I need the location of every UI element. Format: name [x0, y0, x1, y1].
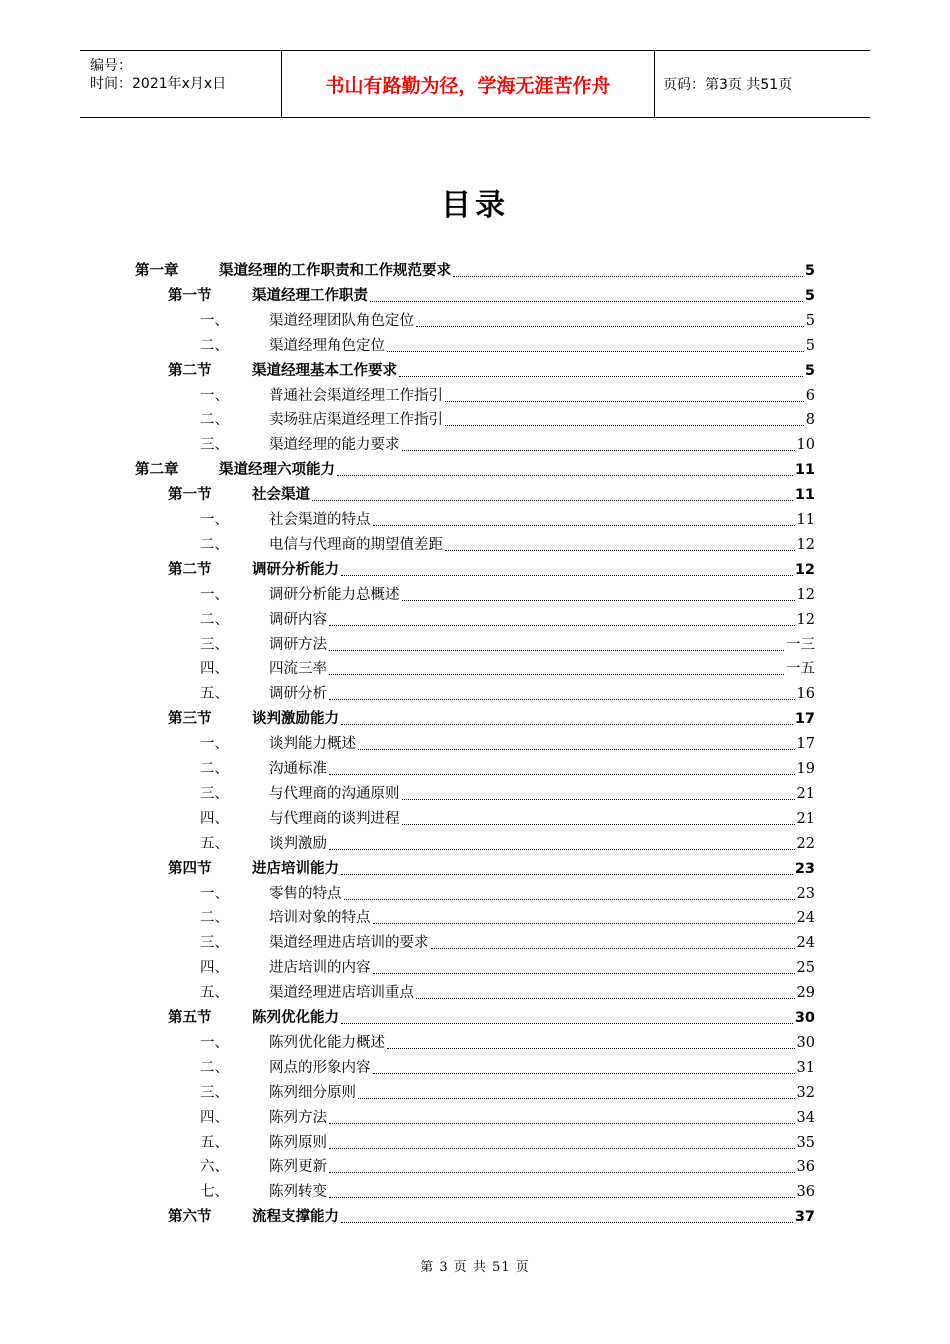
toc-entry-page: 16 — [796, 686, 815, 703]
toc-leader-dots — [402, 450, 795, 451]
toc-entry-label: 流程支撑能力 — [252, 1209, 339, 1226]
toc-entry[interactable] — [168, 707, 815, 731]
toc-entry-label: 谈判激励 — [269, 835, 327, 852]
toc-entry[interactable] — [200, 309, 815, 333]
toc-entry-page: 32 — [796, 1084, 815, 1101]
toc-leader-dots — [373, 1073, 795, 1074]
toc-entry-number: 三、 — [200, 636, 229, 653]
toc-entry-number: 七、 — [200, 1184, 229, 1201]
toc-entry-label: 渠道经理的能力要求 — [269, 437, 400, 454]
toc-entry-label: 谈判激励能力 — [252, 711, 339, 728]
toc-entry[interactable] — [200, 757, 815, 781]
toc-entry-number: 一、 — [200, 736, 229, 753]
toc-entry-page: 36 — [796, 1159, 815, 1176]
toc-entry-label: 渠道经理进店培训的要求 — [269, 935, 429, 952]
toc-entry-page: 17 — [796, 736, 815, 753]
toc-entry-number: 第二节 — [168, 362, 212, 379]
toc-entry[interactable] — [200, 931, 815, 955]
toc-entry-number: 二、 — [200, 761, 229, 777]
toc-entry-number: 第一节 — [168, 287, 212, 304]
toc-entry-page: 30 — [794, 1010, 815, 1026]
toc-leader-dots — [329, 674, 784, 675]
toc-entry[interactable] — [200, 807, 815, 831]
toc-entry-number: 六、 — [200, 1159, 229, 1176]
toc-leader-dots — [344, 899, 795, 900]
toc-entry-label: 陈列细分原则 — [269, 1084, 356, 1101]
toc-entry[interactable] — [168, 483, 815, 507]
toc-entry-number: 四、 — [200, 661, 229, 678]
toc-entry-label: 渠道经理基本工作要求 — [252, 362, 397, 379]
toc-entry-label: 调研方法 — [269, 636, 327, 653]
toc-entry-page: 11 — [794, 487, 815, 504]
toc-entry[interactable] — [135, 458, 815, 482]
toc-entry-page: 21 — [796, 810, 815, 827]
toc-entry-label: 社会渠道 — [252, 487, 310, 504]
toc-entry[interactable] — [200, 832, 815, 856]
toc-entry[interactable] — [200, 583, 815, 607]
page-footer: 第 3 页 共 51 页 — [420, 1260, 530, 1275]
toc-entry-label: 陈列优化能力 — [252, 1010, 339, 1026]
document-number-label: 编号： — [90, 58, 132, 74]
toc-entry-label: 陈列方法 — [269, 1109, 327, 1126]
toc-leader-dots — [416, 326, 804, 327]
toc-leader-dots — [329, 774, 795, 775]
toc-entry[interactable] — [200, 682, 815, 706]
toc-entry-number: 第一节 — [168, 487, 212, 504]
toc-entry[interactable] — [168, 857, 815, 881]
toc-entry-page: 23 — [794, 860, 815, 877]
toc-leader-dots — [341, 874, 793, 875]
toc-entry[interactable] — [200, 657, 815, 681]
header-motto-cell — [281, 51, 655, 117]
toc-entry[interactable] — [200, 1056, 815, 1080]
toc-leader-dots — [402, 799, 795, 800]
toc-entry-page: 5 — [804, 263, 815, 279]
toc-entry-label: 电信与代理商的期望值差距 — [269, 536, 443, 553]
toc-entry-label: 卖场驻店渠道经理工作指引 — [269, 412, 443, 429]
toc-leader-dots — [329, 650, 784, 651]
toc-entry-page: 12 — [794, 561, 815, 578]
toc-entry-number: 五、 — [200, 1134, 229, 1151]
toc-entry-number: 第二章 — [135, 462, 179, 479]
toc-entry[interactable] — [200, 334, 815, 358]
toc-leader-dots — [387, 351, 804, 352]
toc-entry-number: 二、 — [200, 1059, 229, 1076]
toc-entry-page: 一五 — [786, 661, 815, 678]
toc-entry[interactable] — [135, 259, 815, 283]
toc-entry[interactable] — [200, 906, 815, 930]
toc-entry-number: 二、 — [200, 910, 229, 927]
toc-entry-number: 三、 — [200, 1084, 229, 1101]
toc-leader-dots — [445, 550, 795, 551]
toc-leader-dots — [329, 849, 795, 850]
toc-entry-page: 19 — [796, 761, 815, 777]
toc-entry[interactable] — [168, 1205, 815, 1229]
toc-entry-number: 第二节 — [168, 561, 212, 578]
toc-entry-number: 三、 — [200, 785, 229, 802]
toc-entry-number: 一、 — [200, 586, 229, 603]
toc-entry-page: 25 — [796, 960, 815, 977]
toc-leader-dots — [358, 1098, 795, 1099]
toc-entry-number: 第六节 — [168, 1209, 212, 1226]
toc-entry-label: 与代理商的谈判进程 — [269, 810, 400, 827]
toc-entry-number: 二、 — [200, 337, 229, 354]
toc-entry-page: 37 — [794, 1209, 815, 1226]
toc-entry-page: 5 — [804, 362, 815, 379]
toc-entry-number: 五、 — [200, 686, 229, 703]
toc-entry[interactable] — [200, 732, 815, 756]
toc-entry-label: 进店培训的内容 — [269, 960, 371, 977]
toc-entry[interactable] — [168, 359, 815, 383]
toc-entry-number: 四、 — [200, 1109, 229, 1126]
toc-leader-dots — [341, 1222, 793, 1223]
header-page-code: 页码：第3页 共51页 — [663, 77, 793, 93]
toc-entry-page: 11 — [794, 462, 815, 479]
toc-entry-number: 一、 — [200, 885, 229, 902]
toc-leader-dots — [341, 1023, 793, 1024]
page-header — [80, 50, 870, 118]
toc-entry-page: 31 — [796, 1059, 815, 1076]
toc-entry-label: 与代理商的沟通原则 — [269, 785, 400, 802]
toc-entry[interactable] — [200, 981, 815, 1005]
toc-entry-number: 一、 — [200, 512, 229, 528]
toc-entry-label: 渠道经理工作职责 — [252, 287, 368, 304]
toc-entry-page: 12 — [796, 536, 815, 553]
toc-leader-dots — [329, 699, 795, 700]
header-meta — [80, 51, 280, 117]
toc-entry[interactable] — [168, 1006, 815, 1030]
toc-entry-page: 17 — [794, 711, 815, 728]
toc-entry-label: 渠道经理进店培训重点 — [269, 985, 414, 1002]
toc-entry-label: 调研分析能力总概述 — [269, 586, 400, 603]
toc-entry[interactable] — [200, 1180, 815, 1204]
toc-leader-dots — [358, 749, 795, 750]
toc-entry-number: 一、 — [200, 387, 229, 404]
toc-entry-page: 5 — [804, 287, 815, 304]
toc-leader-dots — [329, 1197, 795, 1198]
toc-leader-dots — [373, 923, 795, 924]
toc-entry[interactable] — [200, 408, 815, 432]
toc-entry-label: 陈列转变 — [269, 1184, 327, 1201]
toc-leader-dots — [431, 948, 795, 949]
toc-leader-dots — [337, 475, 793, 476]
toc-entry-label: 社会渠道的特点 — [269, 512, 371, 528]
toc-entry-page: 23 — [796, 885, 815, 902]
toc-entry-number: 四、 — [200, 960, 229, 977]
toc-leader-dots — [341, 724, 793, 725]
toc-entry-page: 24 — [796, 935, 815, 952]
toc-entry-page: 12 — [796, 586, 815, 603]
toc-entry[interactable] — [200, 782, 815, 806]
toc-entry[interactable] — [200, 1155, 815, 1179]
toc-entry[interactable] — [200, 433, 815, 457]
toc-entry-number: 二、 — [200, 536, 229, 553]
toc-entry-number: 五、 — [200, 985, 229, 1002]
toc-entry[interactable] — [200, 1106, 815, 1130]
toc-entry-page: 11 — [796, 512, 815, 528]
toc-entry-page: 10 — [796, 437, 815, 454]
toc-entry-label: 谈判能力概述 — [269, 736, 356, 753]
toc-entry-label: 陈列优化能力概述 — [269, 1034, 385, 1051]
toc-leader-dots — [387, 1048, 795, 1049]
toc-entry[interactable] — [200, 1081, 815, 1105]
toc-leader-dots — [329, 1148, 795, 1149]
toc-leader-dots — [329, 1172, 795, 1173]
toc-entry[interactable] — [168, 558, 815, 582]
toc-leader-dots — [373, 973, 795, 974]
toc-leader-dots — [445, 425, 804, 426]
toc-entry-page: 34 — [796, 1109, 815, 1126]
toc-entry-label: 四流三率 — [269, 661, 327, 678]
toc-leader-dots — [402, 600, 795, 601]
toc-entry-number: 一、 — [200, 312, 229, 329]
toc-entry-number: 三、 — [200, 437, 229, 454]
toc-entry[interactable] — [200, 1131, 815, 1155]
toc-entry-page: 8 — [805, 412, 815, 429]
toc-entry-number: 第三节 — [168, 711, 212, 728]
toc-entry-page: 30 — [796, 1034, 815, 1051]
toc-leader-dots — [312, 500, 793, 501]
toc-entry-page: 24 — [796, 910, 815, 927]
toc-entry[interactable] — [200, 1031, 815, 1055]
toc-entry[interactable] — [200, 384, 815, 408]
toc-leader-dots — [445, 401, 804, 402]
header-page-code-cell — [655, 51, 870, 117]
toc-entry-page: 21 — [796, 785, 815, 802]
toc-leader-dots — [416, 998, 795, 999]
toc-leader-dots — [329, 1123, 795, 1124]
toc-entry-label: 零售的特点 — [269, 885, 342, 902]
toc-entry-number: 第四节 — [168, 860, 212, 877]
toc-entry-label: 调研分析 — [269, 686, 327, 703]
toc-entry[interactable] — [200, 956, 815, 980]
toc-leader-dots — [373, 525, 795, 526]
toc-entry-label: 调研内容 — [269, 611, 327, 628]
toc-entry-number: 第一章 — [135, 263, 179, 279]
toc-entry[interactable] — [200, 633, 815, 657]
toc-entry-label: 渠道经理六项能力 — [219, 462, 335, 479]
toc-entry-label: 调研分析能力 — [252, 561, 339, 578]
toc-entry[interactable] — [200, 608, 815, 632]
toc-leader-dots — [329, 625, 795, 626]
toc-entry-label: 普通社会渠道经理工作指引 — [269, 387, 443, 404]
toc-entry-label: 陈列原则 — [269, 1134, 327, 1151]
toc-entry-label: 网点的形象内容 — [269, 1059, 371, 1076]
toc-entry-label: 沟通标准 — [269, 761, 327, 777]
toc-entry-number: 二、 — [200, 611, 229, 628]
toc-entry-page: 36 — [796, 1184, 815, 1201]
toc-entry[interactable] — [200, 508, 815, 532]
toc-leader-dots — [399, 376, 803, 377]
toc-entry-page: 12 — [796, 611, 815, 628]
toc-entry-label: 渠道经理团队角色定位 — [269, 312, 414, 329]
toc-entry-number: 三、 — [200, 935, 229, 952]
toc-entry-label: 渠道经理角色定位 — [269, 337, 385, 354]
toc-entry-number: 四、 — [200, 810, 229, 827]
toc-entry-page: 5 — [805, 312, 815, 329]
toc-entry-page: 5 — [805, 337, 815, 354]
toc-entry-label: 培训对象的特点 — [269, 910, 371, 927]
toc-entry-page: 22 — [796, 835, 815, 852]
toc-leader-dots — [453, 276, 803, 277]
toc-entry-page: 6 — [805, 387, 815, 404]
document-time-label: 时间：2021年x月x日 — [90, 76, 227, 92]
toc-entry[interactable] — [200, 533, 815, 557]
toc-leader-dots — [402, 824, 795, 825]
header-motto: 书山有路勤为径，学海无涯苦作舟 — [325, 74, 611, 97]
toc-entry-page: 一三 — [786, 636, 815, 653]
toc-entry-number: 第五节 — [168, 1010, 212, 1026]
toc-entry-number: 二、 — [200, 412, 229, 429]
toc-entry-label: 进店培训能力 — [252, 860, 339, 877]
toc-entry-label: 渠道经理的工作职责和工作规范要求 — [219, 263, 451, 279]
toc-leader-dots — [341, 575, 793, 576]
toc-entry-page: 35 — [796, 1134, 815, 1151]
toc-entry-label: 陈列更新 — [269, 1159, 327, 1176]
toc-entry-number: 五、 — [200, 835, 229, 852]
toc-entry[interactable] — [200, 882, 815, 906]
toc-entry-number: 一、 — [200, 1034, 229, 1051]
toc-leader-dots — [370, 301, 803, 302]
toc-entry[interactable] — [168, 284, 815, 308]
toc-entry-page: 29 — [796, 985, 815, 1002]
page-title: 目录 — [441, 188, 509, 223]
